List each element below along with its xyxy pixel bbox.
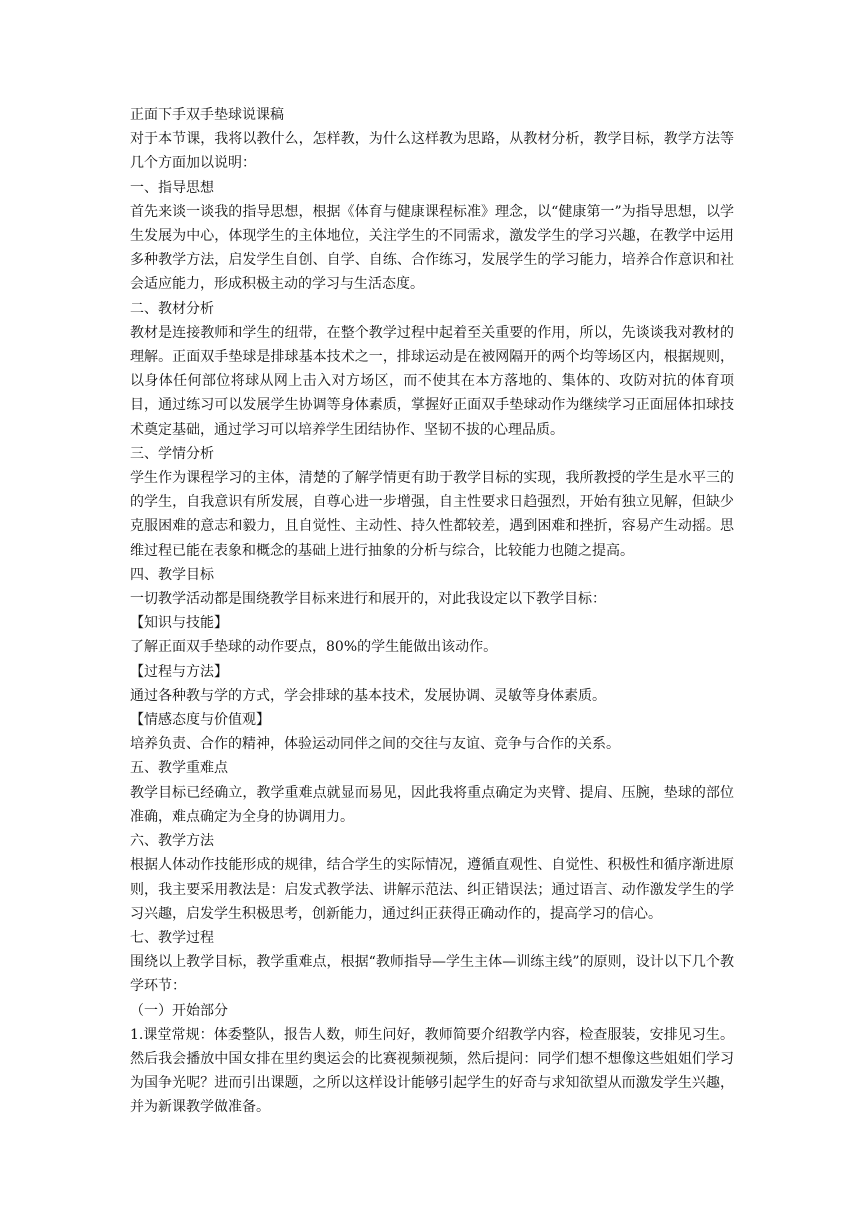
section-heading-guiding-ideology: 一、指导思想	[130, 179, 214, 196]
sub-heading-opening-part: （一）开始部分	[130, 1002, 228, 1019]
section-body-teaching-methods: 根据人体动作技能形成的规律，结合学生的实际情况，遵循直观性、自觉性、积极性和循序渐进原则，我主要采用教法是：启发式教学法、讲解示范法、纠正错误法；通过语言、动作激发学生的学习兴趣，启发学生积极思考，创新能力，通过纠正获得正确动作的，提高学习的信心。	[130, 857, 734, 922]
goal-label-process-methods: 【过程与方法】	[130, 663, 228, 680]
section-heading-student-analysis: 三、学情分析	[130, 445, 214, 462]
section-heading-material-analysis: 二、教材分析	[130, 300, 214, 317]
section-heading-key-points: 五、教学重难点	[130, 760, 228, 777]
section-heading-teaching-process: 七、教学过程	[130, 929, 214, 946]
section-heading-teaching-methods: 六、教学方法	[130, 833, 214, 850]
section-body-student-analysis: 学生作为课程学习的主体，清楚的了解学情更有助于教学目标的实现，我所教授的学生是水平三的的学生，自我意识有所发展，自尊心进一步增强，自主性要求日趋强烈，开始有独立见解，但缺少克服困难的意志和毅力，且自觉性、主动性、持久性都较差，遇到困难和挫折，容易产生动摇。思维过程已能在表象和概念的基础上进行抽象的分析与综合，比较能力也随之提高。	[130, 470, 734, 559]
section-body-key-points: 教学目标已经确立，教学重难点就显而易见，因此我将重点确定为夹臂、提肩、压腕，垫球的部位准确，难点确定为全身的协调用力。	[130, 784, 734, 825]
intro-paragraph: 对于本节课，我将以教什么，怎样教，为什么这样教为思路，从教材分析，教学目标，教学方法等几个方面加以说明：	[130, 131, 734, 172]
section-heading-teaching-goals: 四、教学目标	[130, 566, 214, 583]
section-body-material-analysis: 教材是连接教师和学生的纽带，在整个教学过程中起着至关重要的作用，所以，先谈谈我对教材的理解。正面双手垫球是排球基本技术之一，排球运动是在被网隔开的两个均等场区内，根据规则，以身体任何部位将球从网上击入对方场区，而不使其在本方落地的、集体的、攻防对抗的体育项目，通过练习可以发展学生协调等身体素质，掌握好正面双手垫球动作为继续学习正面屈体扣球技术奠定基础，通过学习可以培养学生团结协作、坚韧不拔的心理品质。	[130, 324, 734, 438]
goal-text-attitudes-values: 培养负责、合作的精神，体验运动同伴之间的交往与友谊、竞争与合作的关系。	[130, 736, 620, 753]
section-body-teaching-goals: 一切教学活动都是围绕教学目标来进行和展开的，对此我设定以下教学目标：	[130, 591, 606, 608]
section-body-teaching-process: 围绕以上教学目标，教学重难点，根据“教师指导—学生主体—训练主线”的原则，设计以下几个教学环节：	[130, 954, 734, 995]
section-body-guiding-ideology: 首先来谈一谈我的指导思想，根据《体育与健康课程标准》理念，以“健康第一”为指导思想，以学生发展为中心，体现学生的主体地位，关注学生的不同需求，激发学生的学习兴趣，在教学中运用多种教学方法，启发学生自创、自学、自练、合作练习，发展学生的学习能力，培养合作意识和社会适应能力，形成积极主动的学习与生活态度。	[130, 203, 734, 293]
sub-body-opening-part: 1.课堂常规：体委整队，报告人数，师生问好，教师简要介绍教学内容，检查服装，安排见习生。然后我会播放中国女排在里约奥运会的比赛视频视频，然后提问：同学们想不想像这些姐姐们学习为国争光呢？进而引出课题，之所以这样设计能够引起学生的好奇与求知欲望从而激发学生兴趣，并为新课教学做准备。	[130, 1026, 734, 1116]
goal-label-attitudes-values: 【情感态度与价值观】	[130, 712, 270, 729]
document-title: 正面下手双手垫球说课稿	[130, 107, 284, 123]
document-page	[130, 103, 734, 1120]
goal-label-knowledge-skills: 【知识与技能】	[130, 615, 228, 632]
goal-text-process-methods: 通过各种教与学的方式，学会排球的基本技术，发展协调、灵敏等身体素质。	[130, 687, 606, 704]
goal-text-knowledge-skills: 了解正面双手垫球的动作要点，80%的学生能做出该动作。	[130, 639, 498, 656]
